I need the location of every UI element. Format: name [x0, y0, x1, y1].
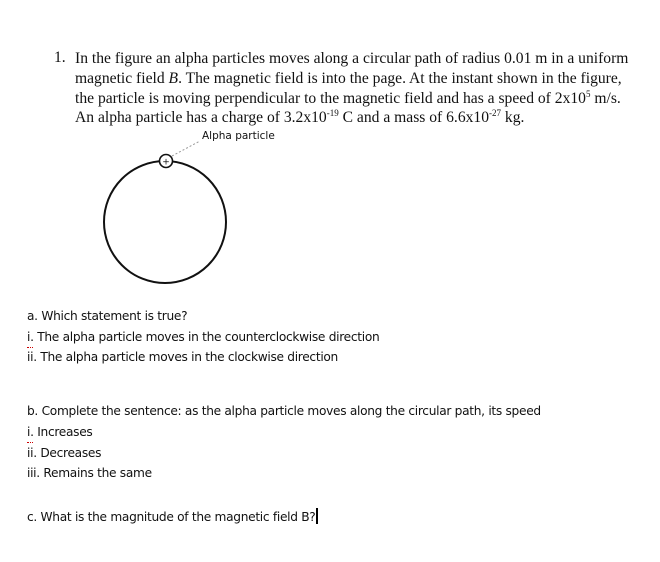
- option-text: . Remains the same: [36, 466, 152, 480]
- label-leader-line: [172, 141, 200, 156]
- part-c-prompt[interactable]: [27, 508, 318, 524]
- part-a-option-2: [27, 350, 338, 364]
- text: kg.: [501, 109, 525, 126]
- option-marker: iii: [27, 466, 37, 480]
- part-b-prompt: b. Complete the sentence: as the alpha particle moves along the circular path, its speed: [27, 404, 541, 418]
- field-symbol: B: [168, 70, 179, 87]
- exponent: 5: [585, 89, 591, 99]
- text: the particle is moving perpendicular to the magnetic field and has a speed of 2x10: [75, 90, 586, 107]
- option-marker: i: [27, 330, 31, 344]
- part-b-option-1: [27, 425, 92, 439]
- part-a-prompt: a. Which statement is true?: [27, 309, 188, 323]
- text: m/s.: [590, 90, 621, 107]
- text-cursor: [316, 508, 318, 524]
- option-marker: i: [27, 425, 31, 439]
- text: An alpha particle has a charge of 3.2x10: [75, 109, 327, 126]
- text: magnetic field: [75, 70, 169, 87]
- question-number: 1.: [54, 49, 66, 66]
- option-text: . Decreases: [33, 446, 102, 460]
- option-text: . Increases: [30, 425, 93, 439]
- text: . The magnetic field is into the page. At the instant shown in the figure,: [178, 70, 622, 87]
- exponent: -27: [489, 108, 502, 118]
- part-b-option-3: [27, 466, 152, 480]
- option-text: . The alpha particle moves in the clockwise direction: [33, 350, 338, 364]
- part-a-option-1: [27, 330, 379, 344]
- option-marker: ii: [27, 350, 34, 364]
- plus-sign: +: [162, 157, 170, 168]
- circular-path: [104, 161, 226, 283]
- text: C and a mass of 6.6x10: [338, 109, 490, 126]
- alpha-particle-label: Alpha particle: [202, 130, 275, 142]
- option-marker: ii: [27, 446, 34, 460]
- exponent: -19: [326, 108, 339, 118]
- question-line-1: In the figure an alpha particles moves along a circular path of radius 0.01 m in a uniform: [75, 50, 629, 67]
- option-text: . The alpha particle moves in the counterclockwise direction: [30, 330, 380, 344]
- prompt-text: c. What is the magnitude of the magnetic field B?: [27, 510, 316, 524]
- part-b-option-2: [27, 446, 101, 460]
